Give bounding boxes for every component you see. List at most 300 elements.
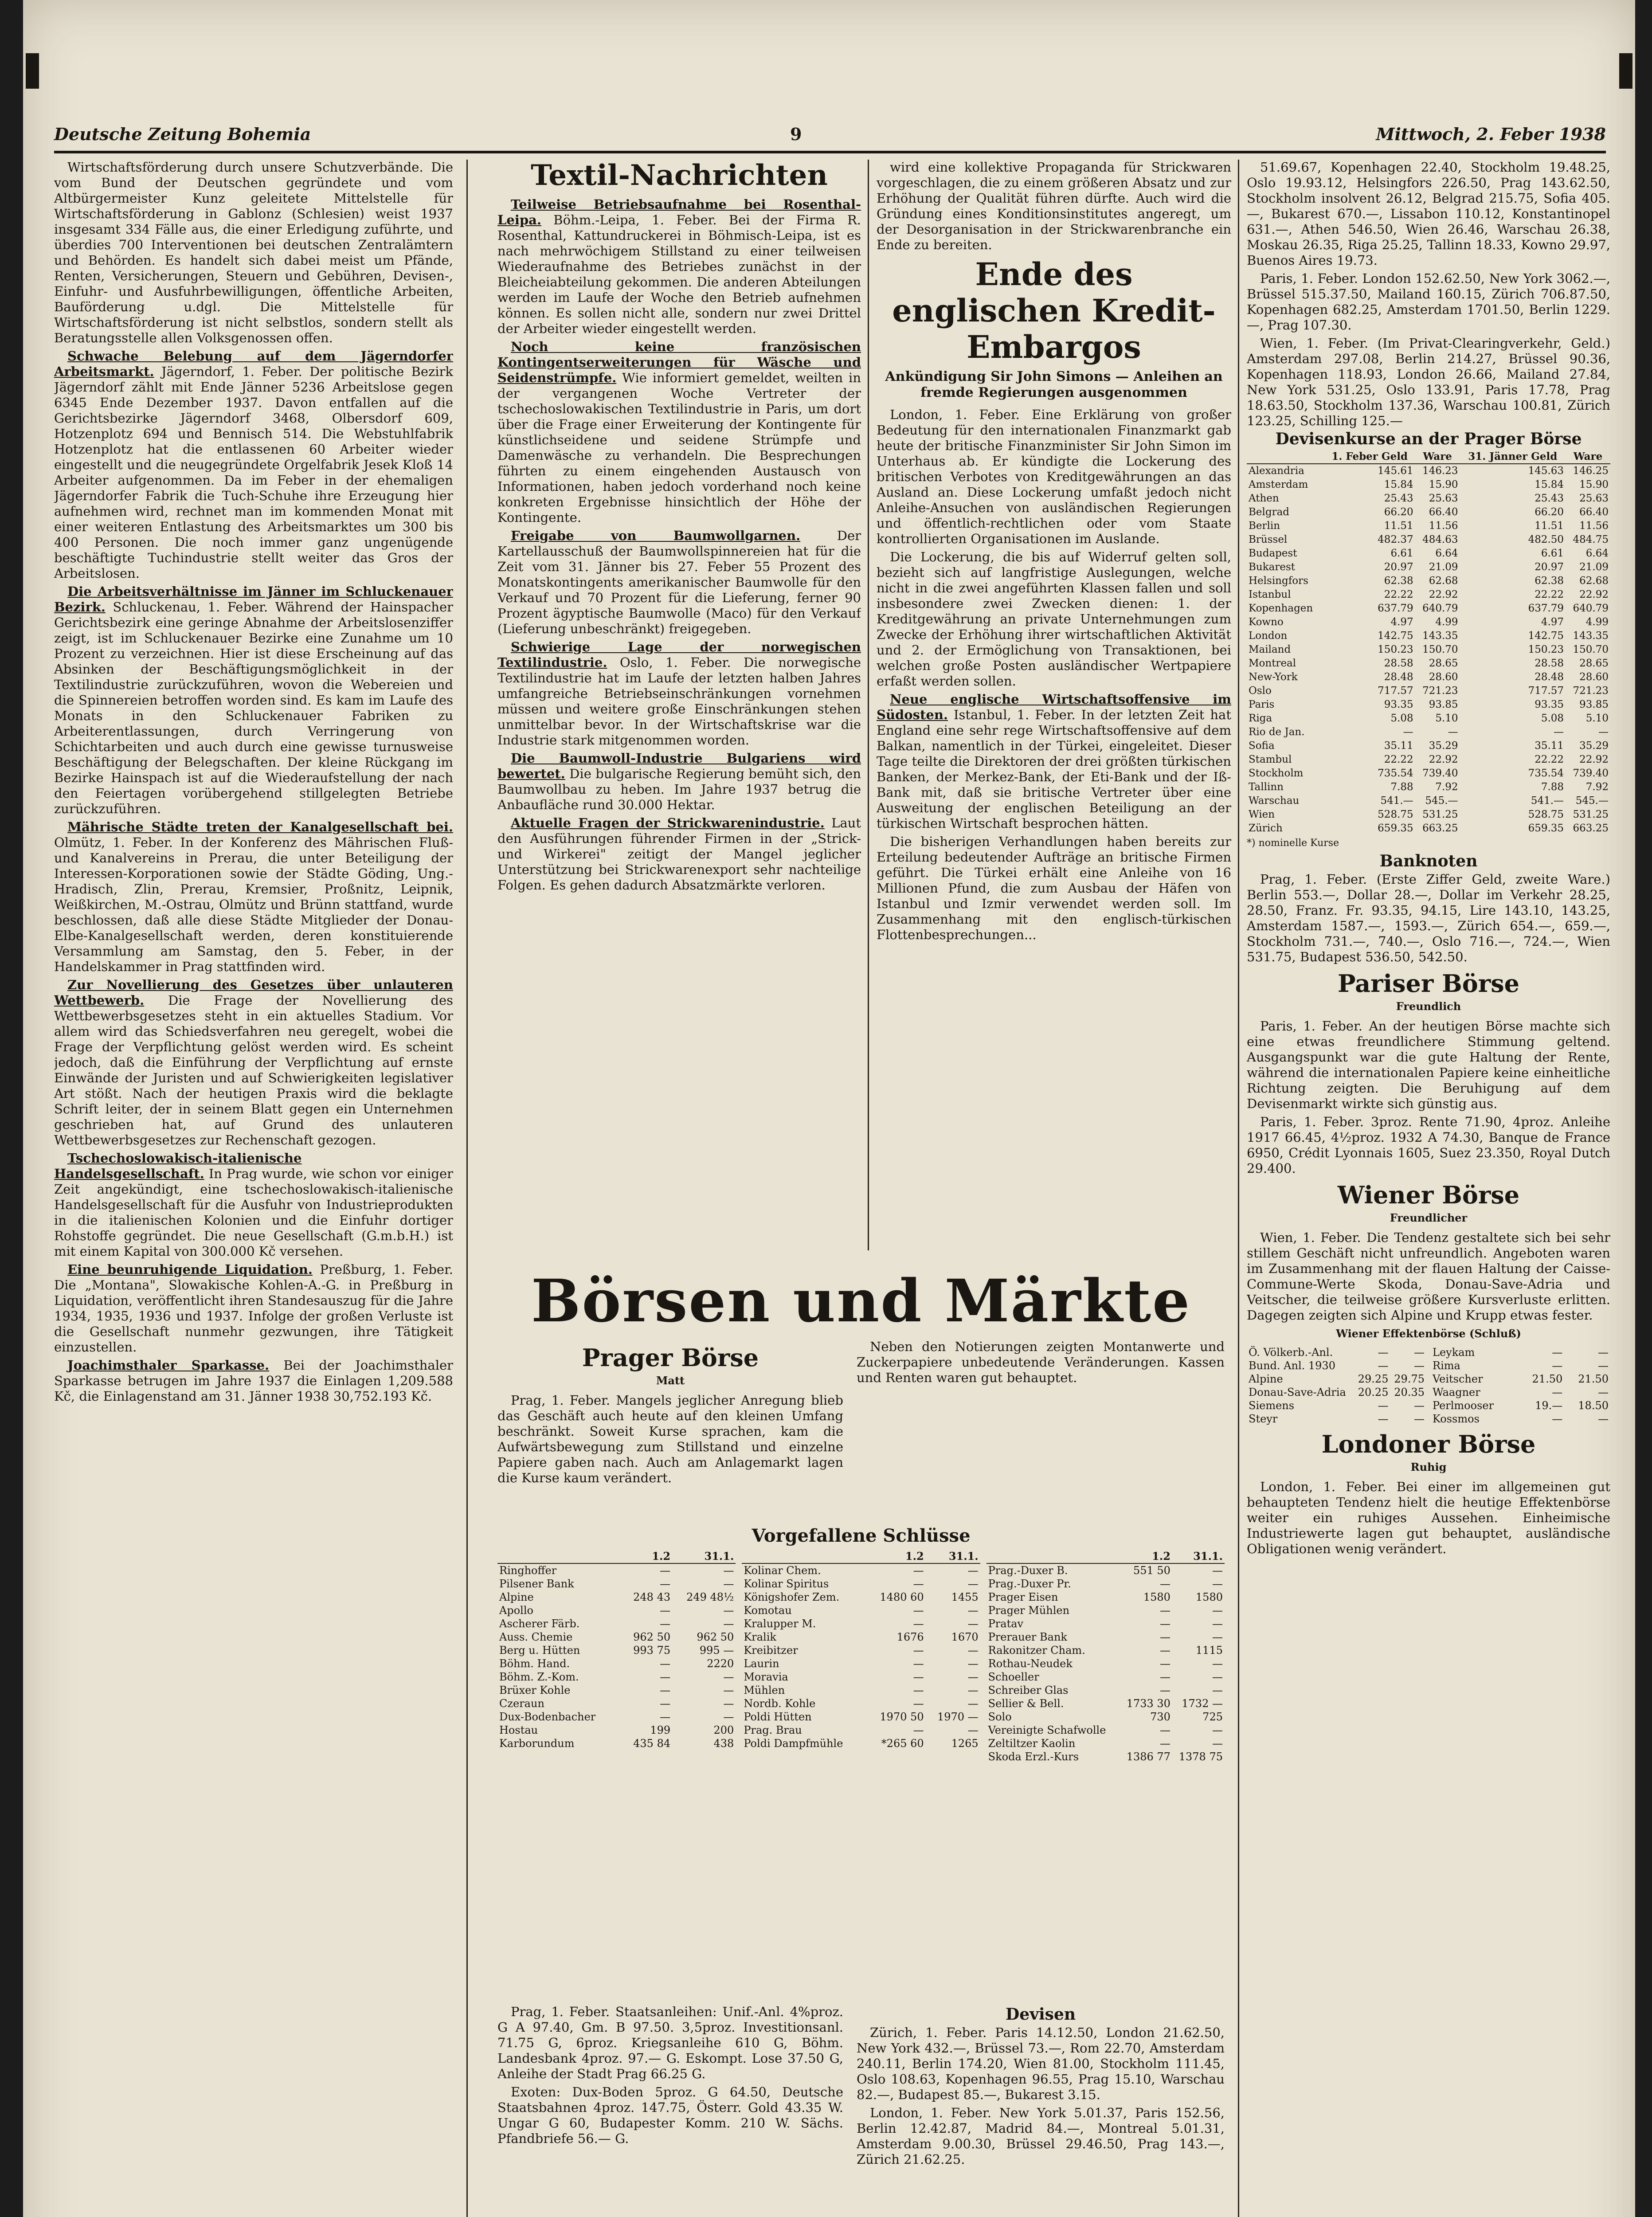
quote-value: 19.— [1535,1399,1563,1412]
row-label: Ascherer Färb. [499,1618,580,1630]
prager-boerse-cont [857,1339,1225,1525]
row-label: Dux-Bodenbacher [499,1711,596,1723]
quote-value: 717.57 [1528,685,1564,697]
column-2 [497,155,861,1255]
row-label: Brüxer Kohle [499,1684,571,1696]
row-label: Belgrad [1249,506,1290,518]
quote-value: 93.35 [1384,699,1413,710]
quote-value: — [723,1684,734,1696]
table-row [987,1670,1225,1684]
row-label: Bukarest [1249,561,1296,573]
table-row [987,1750,1225,1763]
quote-value: 22.22 [1384,754,1413,765]
quote-value: — [660,1697,671,1710]
quote-value: 4.99 [1585,616,1609,628]
quote-value: 22.92 [1579,589,1609,600]
table-row [987,1630,1225,1644]
quote-value: 21.50 [1578,1373,1609,1385]
table-row [1247,643,1610,657]
column-4 [1247,160,1610,2217]
quote-value: 531.25 [1573,809,1609,820]
quote-value: — [660,1604,671,1617]
quote-value: — [913,1657,924,1670]
quote-value: 199 [650,1724,671,1736]
quote-value: 1732 — [1182,1697,1223,1710]
column-header: 31.1. [926,1550,980,1563]
article-subhead: Freigabe von Baumwollgarnen. [511,528,801,543]
quote-value: 143.35 [1573,630,1609,642]
row-label: Königshofer Zem. [744,1591,840,1603]
quote-value: 7.92 [1435,781,1458,793]
article-text: Preßburg, 1. Feber. Die „Montana", Slowakische Kohlen-A.-G. in Preßburg in Liquidation, veröffentlicht ihren Standesauszug für die Jahre 1934, 1935, 1936 und 1937. Infolge der großen Verluste ist die Gesellschaft nunmehr gezwungen, ihre Tätigkeit einzustellen. [54,1262,453,1355]
table-row [497,1630,736,1644]
quote-value: — [967,1684,979,1696]
table-row [1247,1372,1426,1386]
table-row [497,1644,736,1657]
row-label: Sofia [1249,740,1275,752]
quote-value: 7.92 [1585,781,1609,793]
row-label: Zürich [1249,823,1283,834]
quote-value: — [967,1578,979,1590]
section-heading: Wiener Börse [1337,1181,1520,1209]
quote-value: — [1403,726,1413,738]
quote-value: 482.50 [1528,534,1564,545]
table-row [1431,1412,1610,1426]
scan-mark [26,53,39,89]
table-row [1247,684,1610,698]
table-row [1247,739,1610,753]
table-row [1431,1372,1610,1386]
table-row [497,1670,736,1684]
column-header: Ware [1566,450,1610,464]
row-label: Istanbul [1249,589,1291,600]
issue-date: Mittwoch, 2. Feber 1938 [1376,124,1606,144]
quote-value: 21.09 [1579,561,1609,573]
article-text: Bei der Joachimsthaler Sparkasse betrugen im Jahre 1937 die Einlagen 1,209.588 Kč, die Einlagenstand am 31. Jänner 1938 30,752.193 Kč. [54,1358,453,1404]
quote-value: 93.35 [1535,699,1564,710]
quote-value: — [1212,1657,1223,1670]
section-subhead: Ruhig [1410,1461,1447,1473]
quote-value: — [1212,1671,1223,1683]
row-label: Perlmooser [1433,1399,1494,1412]
table-row [1247,588,1610,602]
table-row [1247,602,1610,615]
row-label: Pilsener Bank [499,1578,574,1590]
quote-value: 659.35 [1378,823,1413,834]
article-text: Neben den Notierungen zeigten Montanwerte und Zuckerpapiere unbedeutende Veränderungen. Kassen und Renten waren gut behauptet. [857,1339,1225,1385]
quote-value: 1676 [896,1631,924,1643]
table-row [987,1644,1225,1657]
quote-value: — [1378,1359,1389,1372]
article-text: Wirtschaftsförderung durch unsere Schutzverbände. Die vom Bund der Deutschen gegründete und vom Altbürgermeister Kunz geleitete Mittelstelle für Wirtschaftsförderung in Gablonz (Schlesien) weist 1937 insgesamt 334 Fälle aus, die einer Erledigung zuführte, und überdies 700 Interventionen bei deutschen Zentralämtern und Behörden. Es handelt sich dabei meist um Pfände, Renten, Versicherungen, Steuern und Gebühren, Devisen-, Einfuhr- und Ausfuhrbewilligungen, öffentliche Arbeiten, Bauförderung u.dgl. Die Mittelstelle für Wirtschaftsförderung ist nicht selbstlos, sondern stellt als Beratungsstelle allen Volksgenossen offen. [54,160,453,345]
quote-value: 35.29 [1429,740,1458,752]
row-label: Riga [1249,713,1272,724]
quote-value: 5.08 [1541,713,1564,724]
table-row [987,1737,1225,1750]
quote-value: 541.— [1380,795,1413,807]
article-subhead: Tschechoslowakisch-italienische Handelsgesellschaft. [54,1151,302,1181]
quote-table [742,1550,980,1750]
quote-value: 1455 [951,1591,979,1603]
quote-value: — [723,1564,734,1577]
quote-value: 735.54 [1528,768,1564,779]
quote-value: 15.84 [1535,479,1564,490]
table-row [987,1697,1225,1710]
article-text: In Prag wurde, wie schon vor einiger Zeit angekündigt, eine tschechoslowakisch-italienische Handelsgesellschaft für die Ausfuhr von Industrieprodukten in die italienischen Kolonien und die Einfuhr dortiger Rohstoffe gegründet. Die neue Gesellschaft (G.m.b.H.) ist mit einem Kapital von 300.000 Kč versehen. [54,1166,453,1259]
quote-value: 2220 [707,1657,734,1670]
quote-value: 4.97 [1541,616,1564,628]
table-row [1247,1386,1426,1399]
table-row [742,1604,980,1617]
table-row [742,1563,980,1577]
row-label: Schoeller [988,1671,1039,1683]
table-row [1247,1399,1426,1412]
table-row [497,1710,736,1723]
column-header: 31.1. [672,1550,736,1563]
article-text: Prag, 1. Feber. Staatsanleihen: Unif.-Anl. 4%proz. G A 97.40, Gm. B 97.50. 3,5proz. Investitionsanl. 71.75 G, 6proz. Kriegsanleihe 610 G, Böhm. Landesbank 4proz. 97.— G. Eskompt. Lose 37.50 G, Anleihe der Stadt Prag 66.25 G. [497,2004,843,2081]
quote-value: 35.29 [1579,740,1609,752]
row-label: Paris [1249,699,1275,710]
quote-value: — [1159,1657,1170,1670]
column-rule [466,160,468,2217]
newspaper-page [23,0,1635,2217]
quote-value: 663.25 [1422,823,1458,834]
quote-value: — [1552,1346,1563,1359]
article-text: Schluckenau, 1. Feber. Während der Hainspacher Gerichtsbezirk eine geringe Abnahme der Arbeitslosenziffer zeigt, ist im Schluckenauer Bezirke eine Zunahme um 10 Prozent zu verzeichnen. Hier ist diese Erscheinung auf das Absinken der Beschäftigungsmöglichkeit in der Textilindustrie zurückzuführen, wovon die Webereien und die Spinnereien betroffen worden sind. Es kam im Laufe des Monats in den Schluckenauer Fabriken zu Arbeiterentlassungen, durch Verringerung von Schichtarbeiten und auch durch eine gewisse turnusweise Beschäftigung der Belegschaften. Der kleine Rückgang im Bezirke Hainspach ist auf die Wiederaufstellung der nach den Feiertagen vorübergehend stillgelegten Betriebe zurückzuführen. [54,599,453,816]
row-label: Solo [988,1711,1012,1723]
row-label: Wien [1249,809,1275,820]
column-header: 31.1. [1172,1550,1225,1563]
row-label: Laurin [744,1657,779,1670]
quote-value: — [660,1578,671,1590]
row-label: Montreal [1249,658,1296,669]
quote-value: 11.51 [1384,520,1413,532]
quote-value: 545.— [1575,795,1609,807]
row-label: Ö. Völkerb.-Anl. [1249,1346,1333,1359]
table-row [1247,574,1610,588]
quote-value: 20.97 [1535,561,1564,573]
row-label: Sellier & Bell. [988,1697,1064,1710]
table-row [1247,698,1610,712]
quote-value: 93.85 [1579,699,1609,710]
article-text: Paris, 1. Feber. London 152.62.50, New York 3062.—, Brüssel 515.37.50, Mailand 160.15, Zürich 706.87.50, Kopenhagen 682.25, Amsterdam 1701.50, Berlin 1229.—, Prag 107.30. [1247,271,1610,333]
article-text: Prag, 1. Feber. (Erste Ziffer Geld, zweite Ware.) Berlin 553.—, Dollar 28.—, Dollar im Verkehr 28.25, 28.50, Franz. Fr. 93.35, 94.15, Lire 143.10, 143.25, Amsterdam 1587.—, 1593.—, Zürich 654.—, 659.—, Stockholm 731.—, 740.—, Oslo 716.—, 724.—, Wien 531.75, Budapest 536.50, 542.50. [1247,872,1610,964]
quote-value: 962 50 [697,1631,734,1643]
quote-value: — [913,1671,924,1683]
table-row [1247,478,1610,492]
table-row [987,1723,1225,1737]
quote-value: 28.48 [1384,671,1413,683]
article-text: Die bisherigen Verhandlungen haben bereits zur Erteilung bedeutender Aufträge an britische Firmen geführt. Die Türkei erhält eine Anleihe von 16 Millionen Pfund, die zum Ausbau der Häfen von Istanbul und Izmir verwendet werden soll. Im Zusammenhang mit den englisch-türkischen Flottenbesprechungen... [877,834,1231,942]
quote-value: — [660,1564,671,1577]
quote-value: 735.54 [1378,768,1413,779]
article-text: Der Kartellausschuß der Baumwollspinnereien hat für die Zeit vom 31. Jänner bis 27. Feber 55 Prozent des Monatskontingents amerikanischer Baumwolle für den Verkauf und 70 Prozent für die Lieferung, ferner 90 Prozent ägyptische Baumwolle (Maco) für den Verkauf (Lieferung unbeschränkt) freigegeben. [497,528,861,636]
quote-value: — [1598,1413,1609,1425]
quote-value: 150.23 [1528,644,1564,655]
quote-value: 143.35 [1422,630,1458,642]
column-1 [54,160,453,2217]
table-row [1247,1412,1426,1426]
quote-value: 28.65 [1429,658,1458,669]
quote-value: 6.61 [1390,548,1413,559]
quote-value: 1480 60 [880,1591,924,1603]
quote-value: 717.57 [1378,685,1413,697]
row-label: Berlin [1249,520,1280,532]
quote-value: 66.40 [1579,506,1609,518]
scan-mark [1619,53,1632,89]
quote-value: 22.22 [1535,754,1564,765]
row-label: Kopenhagen [1249,603,1313,614]
quote-value: 22.92 [1579,754,1609,765]
quote-value: 66.20 [1384,506,1413,518]
section-heading: Devisen [1005,2005,1076,2024]
quote-value: 1378 75 [1178,1751,1223,1763]
section-subhead: Matt [656,1374,685,1387]
table-row [1247,808,1610,822]
quote-value: — [1554,726,1564,738]
quote-value: 146.23 [1422,465,1458,477]
row-label: Prager Mühlen [988,1604,1070,1617]
quote-value: 484.63 [1422,534,1458,545]
row-label: Böhm. Hand. [499,1657,570,1670]
quote-value: 249 48½ [686,1591,734,1603]
quote-value: — [1159,1724,1170,1736]
quote-value: 22.22 [1535,589,1564,600]
quote-value: 15.90 [1579,479,1609,490]
quote-value: 640.79 [1573,603,1609,614]
quote-value: — [1159,1684,1170,1696]
quote-value: 6.61 [1541,548,1564,559]
quote-value: 482.37 [1378,534,1413,545]
article-subhead: Eine beunruhigende Liquidation. [67,1262,313,1277]
table-row [1247,533,1610,547]
table-row [1431,1386,1610,1399]
table-row [1247,560,1610,574]
quote-value: 962 50 [633,1631,671,1643]
quote-value: 248 43 [633,1591,671,1603]
row-label: Helsingfors [1249,575,1308,587]
quote-value: 35.11 [1384,740,1413,752]
quote-value: 150.23 [1378,644,1413,655]
table-row [987,1684,1225,1697]
section-subhead: Freundlich [1396,1000,1461,1013]
quote-value: 6.64 [1585,548,1609,559]
section-heading: Prager Börse [582,1344,759,1372]
quote-value: — [723,1604,734,1617]
table-row [497,1604,736,1617]
quote-value: 28.58 [1535,658,1564,669]
row-label: Apollo [499,1604,533,1617]
article-subhead: Mährische Städte treten der Kanalgesellschaft bei. [67,819,453,834]
article-text: Wien, 1. Feber. Die Tendenz gestaltete sich bei sehr stillem Geschäft nicht unfreundlich. Angeboten waren im Zusammenhang mit der flauen Haltung der Caisse-Commune-Werte Skoda, Donau-Save-Adria und Veitscher, die teilweise größere Kursverluste erlitten. Dagegen zeigten sich Alpine und Krupp etwas fester. [1247,1230,1610,1323]
quote-value: 993 75 [633,1644,671,1657]
quote-value: 62.38 [1384,575,1413,587]
row-label: Schreiber Glas [988,1684,1069,1696]
quote-value: 21.09 [1429,561,1458,573]
table-row [742,1657,980,1670]
quote-value: — [913,1564,924,1577]
quote-value: 11.56 [1579,520,1609,532]
paper-title: Deutsche Zeitung Bohemia [54,124,311,144]
quote-value: 640.79 [1422,603,1458,614]
quote-value: — [1212,1724,1223,1736]
quote-value: — [1378,1346,1389,1359]
quote-table [987,1550,1225,1763]
table-row [497,1617,736,1630]
quote-value: 28.65 [1579,658,1609,669]
table-row [987,1617,1225,1630]
quote-value: 142.75 [1528,630,1564,642]
quote-value: — [1378,1399,1389,1412]
row-label: Mailand [1249,644,1291,655]
quote-value: 4.99 [1435,616,1458,628]
section-heading: Londoner Börse [1321,1430,1536,1458]
quote-value: 637.79 [1528,603,1564,614]
article-text: Zürich, 1. Feber. Paris 14.12.50, London 21.62.50, New York 432.—, Brüssel 73.—, Rom 22.70, Amsterdam 240.11, Berlin 174.20, Wien 81.00, Stockholm 111.45, Oslo 108.63, Kopenhagen 96.55, Prag 15.10, Warschau 82.—, Budapest 85.—, Bukarest 3.15. [857,2025,1225,2102]
quote-value: — [913,1618,924,1630]
quote-value: 66.40 [1429,506,1458,518]
quote-value: — [1552,1359,1563,1372]
quote-value: — [723,1618,734,1630]
row-label: Bund. Anl. 1930 [1249,1359,1335,1372]
quote-value: — [967,1724,979,1736]
quote-value: — [1212,1631,1223,1643]
quote-value: — [913,1604,924,1617]
quote-value: — [1212,1618,1223,1630]
quote-value: 5.10 [1435,713,1458,724]
row-label: Tallinn [1249,781,1284,793]
quote-value: — [1378,1413,1389,1425]
quote-value: 28.60 [1579,671,1609,683]
quote-value: 541.— [1531,795,1564,807]
row-label: Athen [1249,493,1279,504]
article-text: Paris, 1. Feber. An der heutigen Börse machte sich eine etwas freundlichere Stimmung geltend. Ausgangspunkt war die gute Haltung der Rente, während die internationalen Papiere keine einheitliche Richtung zeigten. Die Beruhigung auf dem Devisenmarkt wirkte sich günstig aus. [1247,1018,1610,1111]
quote-value: — [913,1724,924,1736]
article-text: Exoten: Dux-Boden 5proz. G 64.50, Deutsche Staatsbahnen 4proz. 147.75, Österr. Gold 43.35 W. Ungar G 60, Budapester Komm. 210 W. Sächs. Pfandbriefe 56.— G. [497,2084,843,2146]
row-label: Donau-Save-Adria [1249,1386,1346,1398]
article-text: Böhm.-Leipa, 1. Feber. Bei der Firma R. Rosenthal, Kattundruckerei in Böhmisch-Leipa, ist es nach mehrwöchigem Stillstand zu einer teilweisen Wiederaufnahme des Betriebes zunächst in der Bleicheiabteilung gekommen. Die anderen Abteilungen werden im Laufe der Woche den Betrieb aufnehmen können. Es sollen nicht alle, sondern nur zwei Drittel der Arbeiter wieder eingestellt werden. [497,212,861,336]
row-label: Böhm. Z.-Kom. [499,1671,579,1683]
quote-value: *265 60 [881,1737,924,1750]
quote-value: — [723,1671,734,1683]
table-row [987,1590,1225,1604]
quote-value: — [967,1697,979,1710]
quote-value: — [1598,1346,1609,1359]
row-label: Kowno [1249,616,1284,628]
quote-value: — [1212,1684,1223,1696]
quote-value: 1970 50 [880,1711,924,1723]
table-row [1247,753,1610,767]
quote-value: 730 [1150,1711,1170,1723]
quote-value: — [967,1657,979,1670]
quote-value: — [660,1684,671,1696]
quote-value: — [1598,726,1609,738]
quote-value: — [913,1697,924,1710]
quote-value: 25.63 [1579,493,1609,504]
quote-value: 25.43 [1384,493,1413,504]
column-rule [868,160,869,1250]
section-heading: Pariser Börse [1338,969,1519,998]
quote-value: 20.97 [1384,561,1413,573]
row-label: Budapest [1249,548,1297,559]
quote-value: 528.75 [1378,809,1413,820]
quote-value: 739.40 [1422,768,1458,779]
quote-value: — [1212,1578,1223,1590]
article-subhead: Neue englische Wirtschaftsoffensive im Südosten. [877,692,1231,722]
article-subhead: Teilweise Betriebsaufnahme bei Rosenthal-Leipa. [497,197,861,227]
row-label: Leykam [1433,1346,1475,1359]
article-text: Jägerndorf, 1. Feber. Der politische Bezirk Jägerndorf zählt mit Ende Jänner 5236 Arbeitslose gegen 6345 Ende Dezember 1937. Davon entfallen auf die Gerichtsbezirke Jägerndorf 3468, Olbersdorf 609, Hotzenplotz 694 und Bennisch 514. Die Webstuhlfabrik Hotzenplotz hat die entlassenen 60 Arbeiter wieder eingestellt und die neugegründete Orgelfabrik Jesek Kloß 14 Arbeiter aufgenommen. Da im Feber in der ehemaligen Jägerndorfer Fabrik die Tuch-Schuhe ihre Erzeugung hier aufnehmen wird, rechnet man im kommenden Monat mit einer weiteren Entlastung des Arbeitsmarktes um 300 bis 400 Personen. Die noch immer ganz ungenügende beschäftigte Tuchindustrie stellt weiter das Gros der Arbeitslosen. [54,364,453,581]
article-text: wird eine kollektive Propaganda für Strickwaren vorgeschlagen, die zu einem größeren Absatz und zur Erhöhung der Qualität führen dürfte. Auch wird die Gründung eines Konditionsinstitutes angeregt, um der Desorganisation in der Strickwarenbranche ein Ende zu bereiten. [877,160,1231,252]
row-label: Nordb. Kohle [744,1697,816,1710]
quote-value: 62.68 [1429,575,1458,587]
table-title: Wiener Effektenbörse (Schluß) [1336,1327,1521,1340]
quote-value: 438 [713,1737,734,1750]
table-row [1431,1399,1610,1412]
row-label: Auss. Chemie [499,1631,573,1643]
table-row [742,1737,980,1750]
quote-value: 739.40 [1573,768,1609,779]
row-label: Steyr [1249,1413,1278,1425]
quote-value: 62.38 [1535,575,1564,587]
article-subhead: Schwierige Lage der norwegischen Textilindustrie. [497,639,861,670]
quote-value: — [967,1564,979,1577]
quote-value: 145.63 [1528,465,1564,477]
article-kicker: Ankündigung Sir John Simons — Anleihen an fremde Regierungen ausgenommen [885,369,1223,400]
quote-value: 150.70 [1422,644,1458,655]
article-text: Paris, 1. Feber. 3proz. Rente 71.90, 4proz. Anleihe 1917 66.45, 4½proz. 1932 A 74.30, Banque de France 6950, Crédit Lyonnais 1605, Suez 23.350, Royal Dutch 29.400. [1247,1114,1610,1176]
quote-table [497,1550,736,1750]
quote-value: — [1159,1578,1170,1590]
quote-value: 6.64 [1435,548,1458,559]
quote-value: 62.68 [1579,575,1609,587]
row-label: Skoda Erzl.-Kurs [988,1751,1079,1763]
article-subhead: Zur Novellierung des Gesetzes über unlauteren Wettbewerb. [54,977,453,1008]
quote-value: — [967,1644,979,1657]
table-row [1247,657,1610,670]
article-subhead: Die Arbeitsverhältnisse im Jänner im Schluckenauer Bezirk. [54,584,453,615]
row-label: Rakonitzer Cham. [988,1644,1085,1657]
table-row [497,1697,736,1710]
page-header [54,124,1606,153]
row-label: Poldi Hütten [744,1711,812,1723]
section-banner: Börsen und Märkte [531,1267,1191,1336]
section-heading: Devisenkurse an der Prager Börse [1275,430,1582,448]
table-row [742,1590,980,1604]
quote-value: 545.— [1425,795,1458,807]
table-row [987,1710,1225,1723]
quote-value: — [1212,1564,1223,1577]
article-text: London, 1. Feber. Eine Erklärung von großer Bedeutung für den internationalen Finanzmarkt gab heute der britische Finanzminister Sir John Simon im Unterhaus ab. Er kündigte die Lockerung des britischen Verbotes von Kreditgewährungen an das Ausland an. Diese Lockerung umfaßt jedoch nicht Anleihe-Ansuchen von ausländischen Regierungen und öffentlich-rechtlichen oder vom Staate kontrollierten Organisationen im Auslande. [877,407,1231,546]
quote-value: 29.75 [1394,1373,1425,1385]
row-label: Alexandria [1249,465,1304,477]
table-row [1247,492,1610,505]
quote-value: 531.25 [1422,809,1458,820]
column-header: 1.2 [868,1550,926,1563]
row-label: Amsterdam [1249,479,1308,490]
table-row [1247,670,1610,684]
article-subhead: Die Baumwoll-Industrie Bulgariens wird bewertet. [497,751,861,781]
quote-table [1247,1346,1426,1426]
table-row [1247,547,1610,560]
article-text: London, 1. Feber. Bei einer im allgemeinen gut behaupteten Tendenz hielt die heutige Effektenbörse weiter ein ruhiges Aussehen. Einheimische Industriewerte lagen gut behauptet, ausländische Obligationen wenig verändert. [1247,1479,1610,1556]
article-text: Die Lockerung, die bis auf Widerruf gelten soll, bezieht sich auf langfristige Auslegungen, welche nicht in die zwei angeführten Klassen fallen und soll insbesondere zwei Zwecken dienen: 1. der Kreditgewährung an private Unternehmungen zum Zwecke der Erhöhung ihrer wirtschaftlichen Aktivität und 2. der Ermöglichung von Transaktionen, bei welchen große Posten ausländischer Wertpapiere erfaßt werden sollen. [877,549,1231,689]
quote-value: — [913,1578,924,1590]
row-label: Brüssel [1249,534,1288,545]
quote-value: 551 50 [1133,1564,1170,1577]
quote-value: 142.75 [1378,630,1413,642]
quote-value: 1115 [1195,1644,1223,1657]
